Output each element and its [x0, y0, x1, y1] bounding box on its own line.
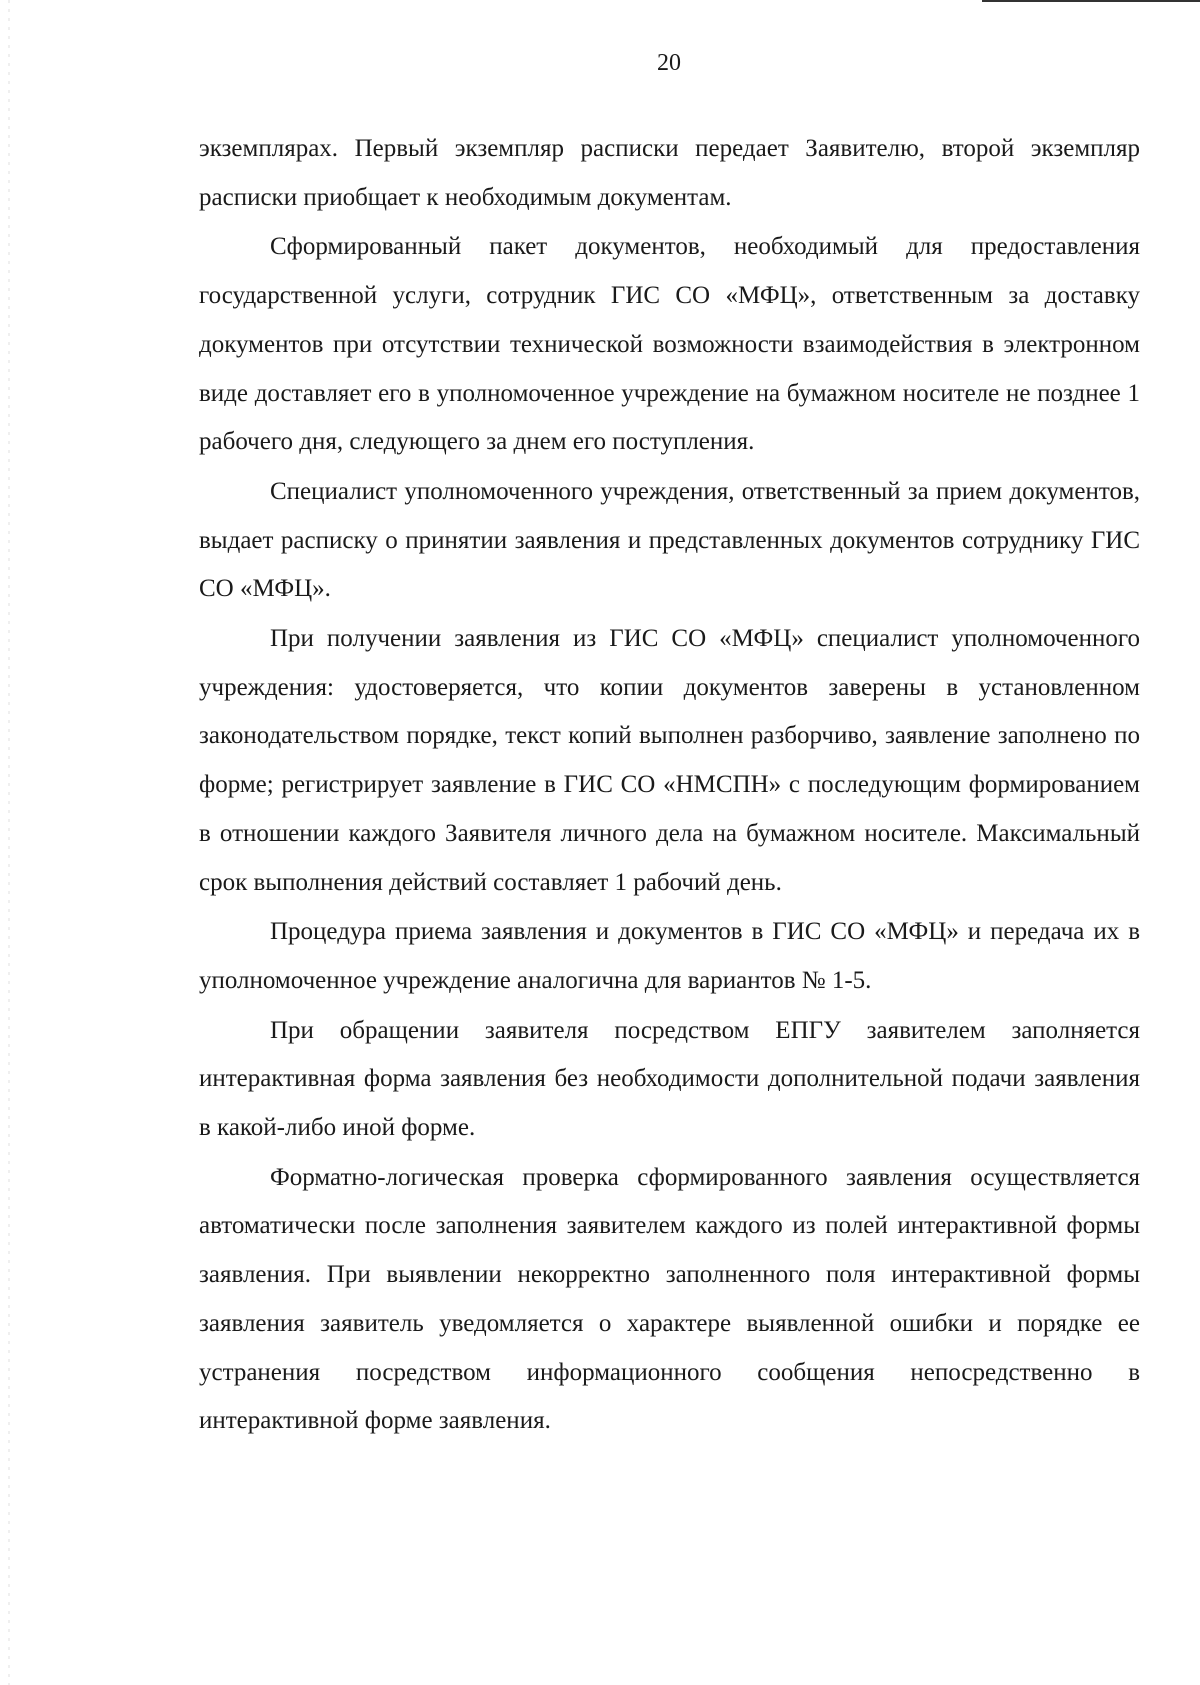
- scan-margin-speckle: [8, 0, 10, 1685]
- paragraph-specialist-receipt: Специалист уполномоченного учреждения, ответственный за прием документов, выдает расписку о принятии заявления и представленных документов сотруднику ГИС СО «МФЦ».: [199, 477, 1140, 603]
- document-body: [199, 125, 1140, 1447]
- page-number: 20: [657, 50, 681, 76]
- paragraph-procedure-variants: Процедура приема заявления и документов в ГИС СО «МФЦ» и передача их в уполномоченное учреждение аналогична для вариантов № 1-5.: [199, 918, 1140, 994]
- paragraph-continuation: экземплярах. Первый экземпляр расписки передает Заявителю, второй экземпляр расписки приобщает к необходимым документам.: [199, 135, 1140, 211]
- paragraph-document-package: Сформированный пакет документов, необходимый для предоставления государственной услуги, сотрудник ГИС СО «МФЦ», ответственным за доставку документов при отсутствии технической возможности взаимодействия в электронном виде доставляет его в уполномоченное учреждение на бумажном носителе не позднее 1 рабочего дня, следующего за днем его поступления.: [199, 233, 1140, 456]
- top-edge-rule: [982, 0, 1200, 2]
- paragraph-epgu-submission: При обращении заявителя посредством ЕПГУ заявителем заполняется интерактивная форма заявления без необходимости дополнительной подачи заявления в какой-либо иной форме.: [199, 1016, 1140, 1142]
- paragraph-format-check: Форматно-логическая проверка сформированного заявления осуществляется автоматически после заполнения заявителем каждого из полей интерактивной формы заявления. При выявлении некорректно заполненного поля интерактивной формы заявления заявитель уведомляется о характере выявленной ошибки и порядке ее устранения посредством информационного сообщения непосредственно в интерактивной форме заявления.: [199, 1163, 1140, 1435]
- paragraph-application-registration: При получении заявления из ГИС СО «МФЦ» специалист уполномоченного учреждения: удостоверяется, что копии документов заверены в установленном законодательством порядке, текст копий выполнен разборчиво, заявление заполнено по форме; регистрирует заявление в ГИС СО «НМСПН» с последующим формированием в отношении каждого Заявителя личного дела на бумажном носителе. Максимальный срок выполнения действий составляет 1 рабочий день.: [199, 625, 1140, 896]
